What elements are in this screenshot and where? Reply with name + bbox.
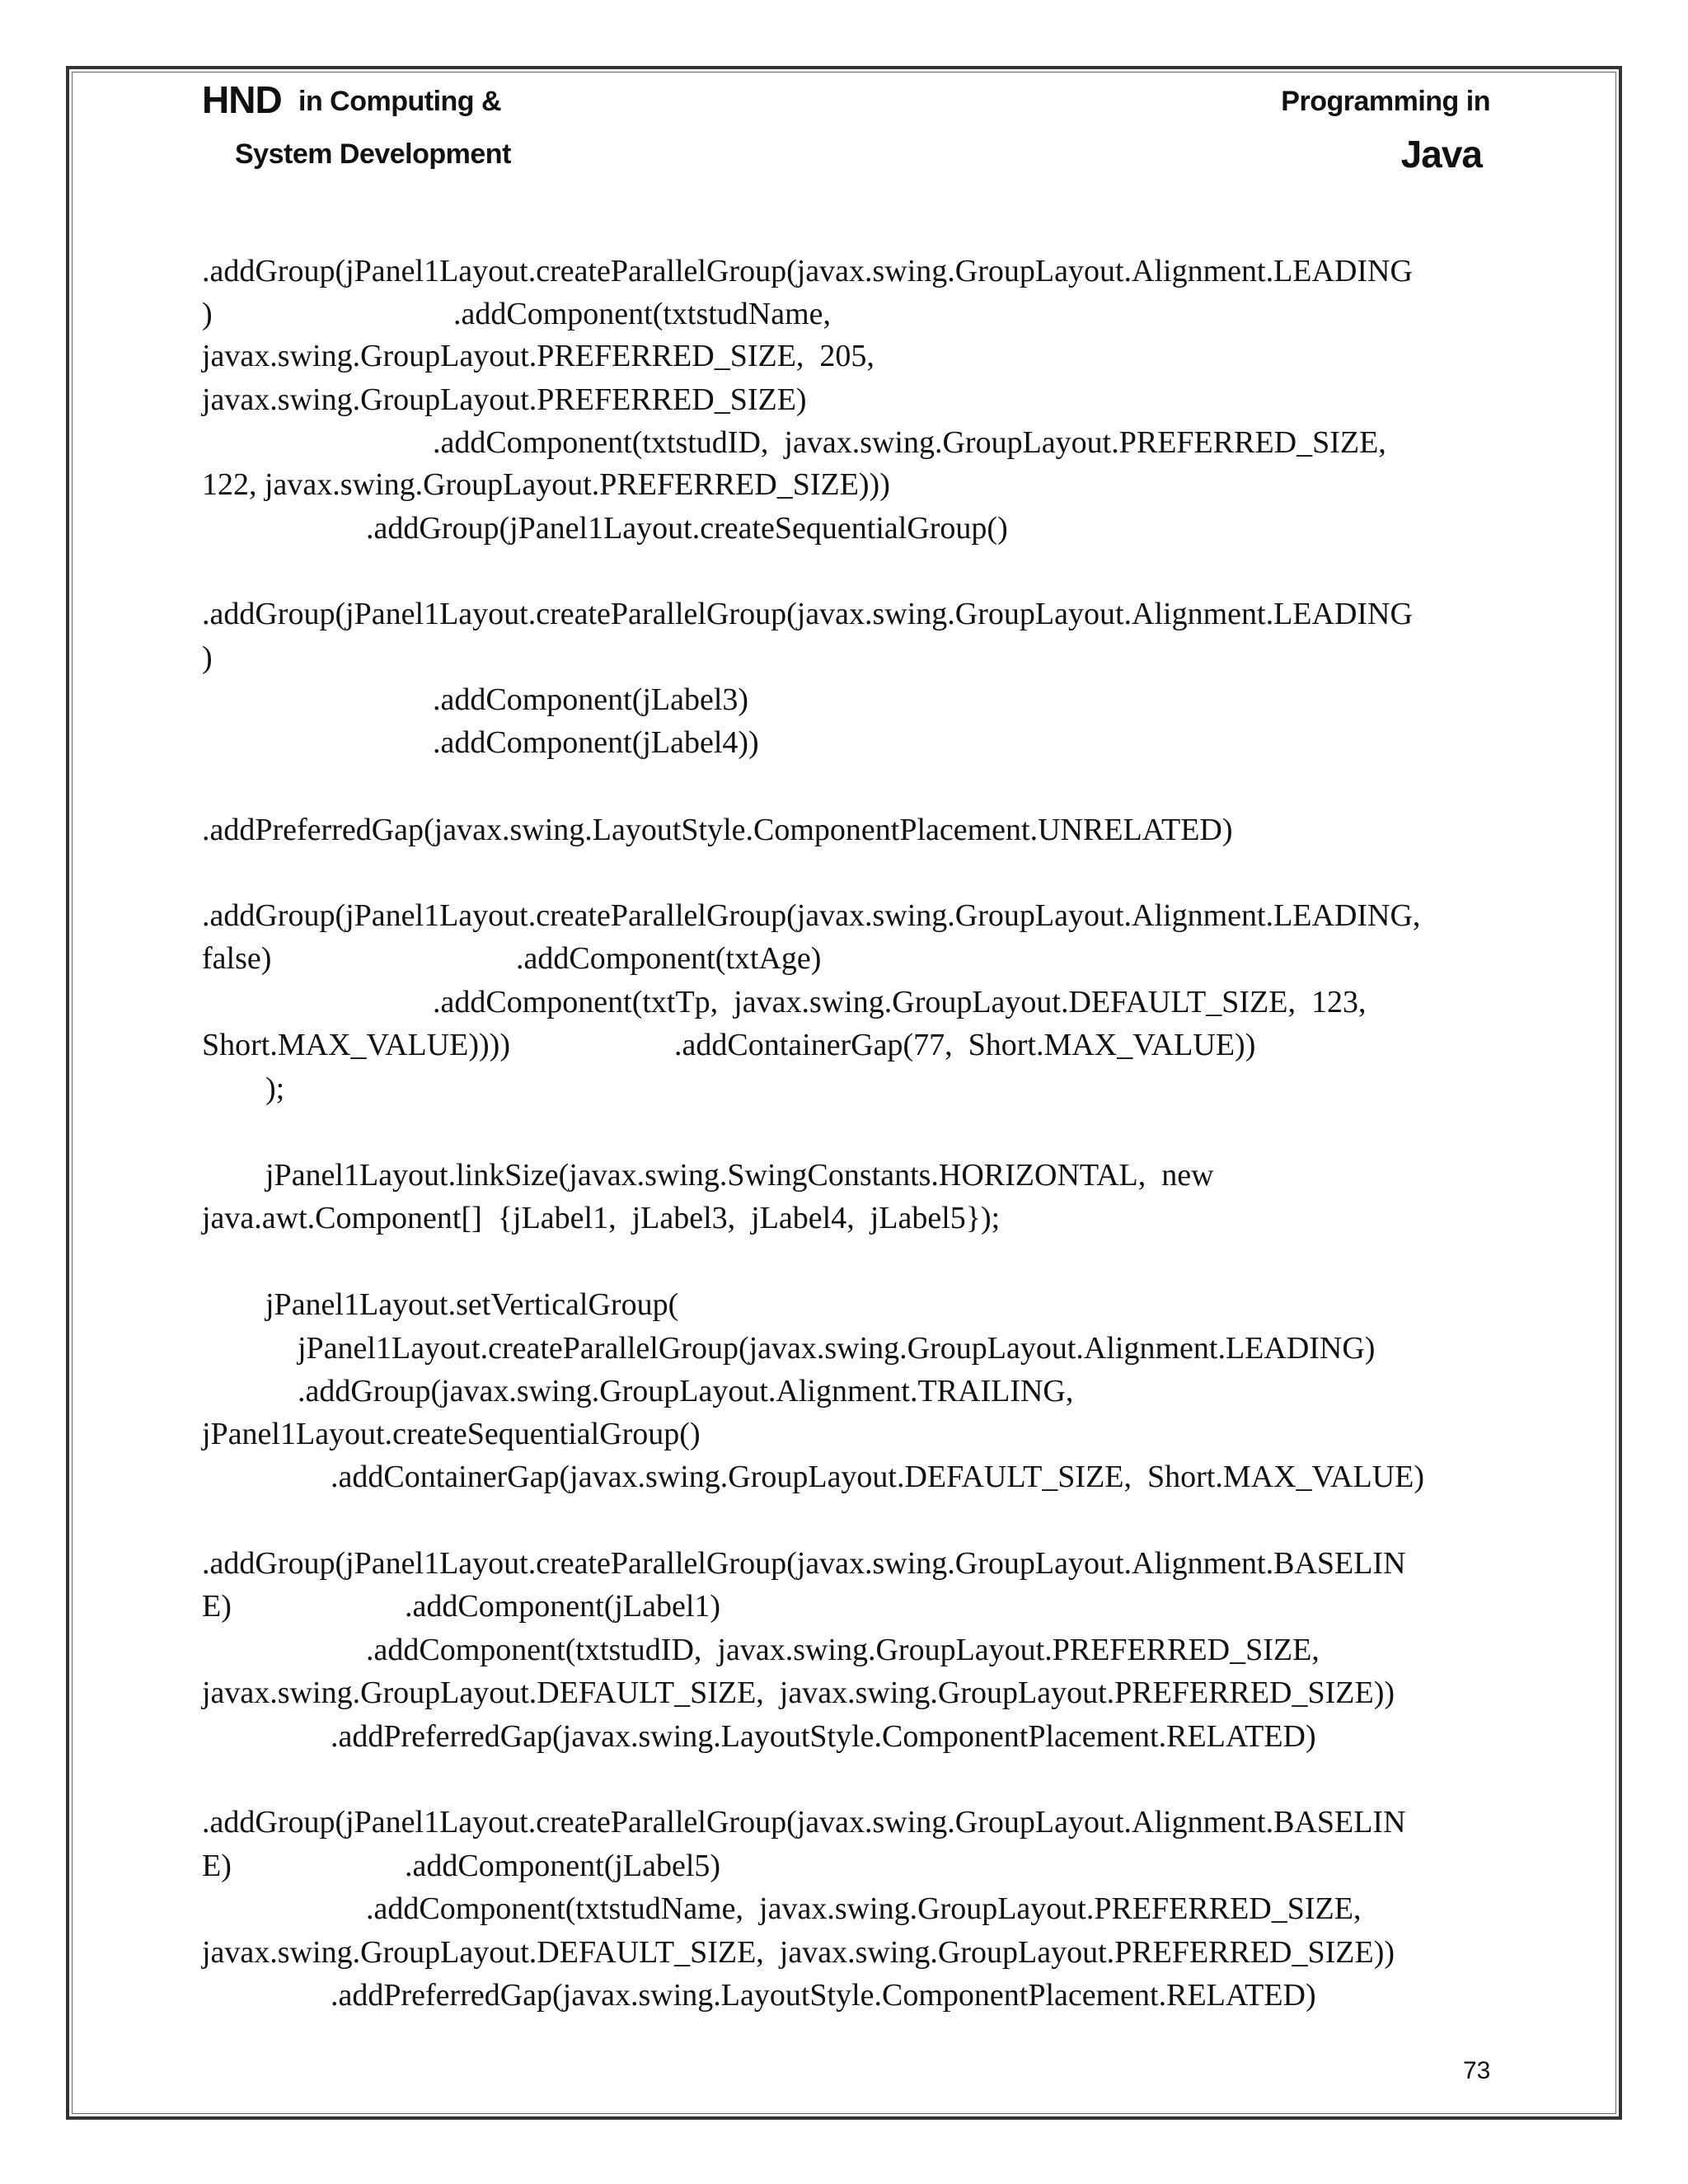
code-line: .addComponent(txtstudID, javax.swing.GroupLayout.PREFERRED_SIZE, — [433, 425, 1386, 460]
code-line: .addGroup(jPanel1Layout.createParallelGroup(javax.swing.GroupLayout.Alignment.BASELIN — [202, 1546, 1406, 1581]
code-line: .addPreferredGap(javax.swing.LayoutStyle.ComponentPlacement.UNRELATED) — [202, 813, 1233, 847]
code-line: jPanel1Layout.createParallelGroup(javax.swing.GroupLayout.Alignment.LEADING) — [298, 1331, 1376, 1366]
code-line: .addGroup(jPanel1Layout.createParallelGroup(javax.swing.GroupLayout.Alignment.LEADING — [202, 597, 1413, 631]
code-line: .addComponent(txtAge) — [516, 941, 822, 976]
code-line: .addGroup(jPanel1Layout.createParallelGroup(javax.swing.GroupLayout.Alignment.LEADING, — [202, 898, 1421, 933]
code-line: ) — [202, 297, 213, 331]
code-line: .addContainerGap(77, Short.MAX_VALUE)) — [674, 1028, 1256, 1062]
code-line: java.awt.Component[] {jLabel1, jLabel3, jLabel4, jLabel5}); — [202, 1201, 1001, 1235]
code-line: .addComponent(txtstudID, javax.swing.GroupLayout.PREFERRED_SIZE, — [366, 1633, 1320, 1667]
header-java: Java — [1400, 133, 1482, 176]
page-number: 73 — [1463, 2057, 1491, 2084]
header-hnd: HND — [202, 78, 282, 121]
code-line: .addContainerGap(javax.swing.GroupLayout.DEFAULT_SIZE, Short.MAX_VALUE) — [331, 1460, 1425, 1494]
code-line: .addGroup(jPanel1Layout.createParallelGroup(javax.swing.GroupLayout.Alignment.BASELIN — [202, 1805, 1406, 1840]
code-line: .addComponent(txtstudName, — [453, 297, 832, 331]
code-line: javax.swing.GroupLayout.PREFERRED_SIZE, 205, — [202, 339, 874, 373]
code-line: .addPreferredGap(javax.swing.LayoutStyle.ComponentPlacement.RELATED) — [331, 1719, 1316, 1754]
code-line: .addPreferredGap(javax.swing.LayoutStyle.ComponentPlacement.RELATED) — [331, 1978, 1316, 2013]
code-line: .addGroup(javax.swing.GroupLayout.Alignment.TRAILING, — [298, 1374, 1074, 1408]
code-line: E) — [202, 1589, 232, 1624]
code-line: ) — [202, 640, 213, 675]
header-system-development: System Development — [235, 138, 511, 170]
code-line: 122, javax.swing.GroupLayout.PREFERRED_SIZE))) — [202, 467, 890, 502]
header-computing: in Computing & — [298, 86, 502, 117]
code-line: ); — [265, 1071, 285, 1106]
code-line: E) — [202, 1849, 232, 1883]
code-line: .addGroup(jPanel1Layout.createParallelGroup(javax.swing.GroupLayout.Alignment.LEADING — [202, 254, 1413, 288]
code-line: jPanel1Layout.setVerticalGroup( — [265, 1287, 679, 1322]
code-line: javax.swing.GroupLayout.DEFAULT_SIZE, javax.swing.GroupLayout.PREFERRED_SIZE)) — [202, 1935, 1395, 1970]
code-line: Short.MAX_VALUE)))) — [202, 1028, 510, 1062]
code-line: javax.swing.GroupLayout.PREFERRED_SIZE) — [202, 382, 807, 417]
code-line: false) — [202, 941, 272, 976]
code-line: .addComponent(jLabel4)) — [433, 725, 759, 760]
code-line: .addGroup(jPanel1Layout.createSequentialGroup() — [366, 511, 1008, 546]
code-line: .addComponent(txtstudName, javax.swing.GroupLayout.PREFERRED_SIZE, — [366, 1891, 1362, 1926]
code-line: .addComponent(jLabel1) — [405, 1589, 721, 1624]
code-line: jPanel1Layout.linkSize(javax.swing.SwingConstants.HORIZONTAL, new — [265, 1158, 1214, 1193]
code-line: javax.swing.GroupLayout.DEFAULT_SIZE, javax.swing.GroupLayout.PREFERRED_SIZE)) — [202, 1675, 1395, 1710]
code-line: .addComponent(txtTp, javax.swing.GroupLayout.DEFAULT_SIZE, 123, — [433, 985, 1367, 1019]
code-line: jPanel1Layout.createSequentialGroup() — [202, 1417, 701, 1451]
code-line: .addComponent(jLabel3) — [433, 682, 749, 717]
code-line: .addComponent(jLabel5) — [405, 1849, 721, 1883]
header-programming-in: Programming in — [1281, 86, 1490, 117]
